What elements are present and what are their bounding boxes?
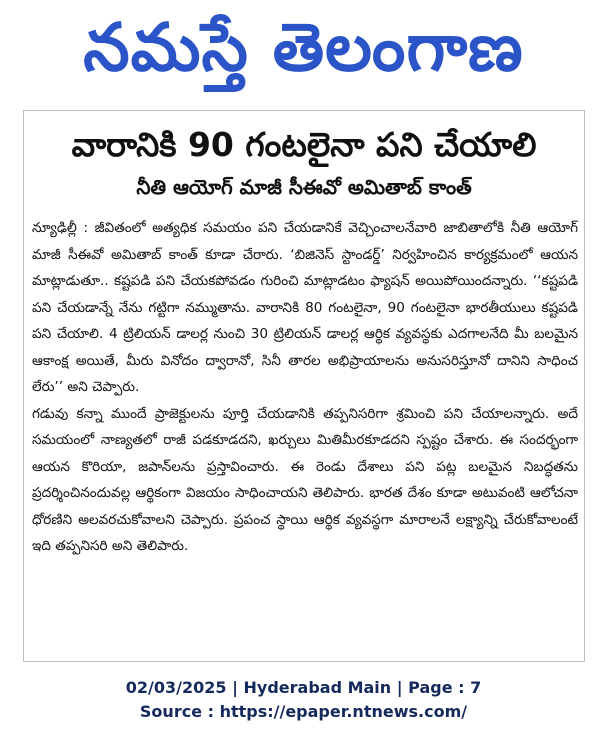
article-subheadline: నీతి ఆయోగ్ మాజీ సీఈవో అమితాబ్ కాంత్ bbox=[136, 175, 472, 199]
article-clipping bbox=[23, 110, 585, 662]
article-body bbox=[32, 215, 578, 560]
source-link[interactable]: Source : https://epaper.ntnews.com/ bbox=[139, 702, 468, 721]
edition-info: 02/03/2025 | Hyderabad Main | Page : 7 bbox=[125, 678, 482, 697]
masthead-logo bbox=[0, 0, 607, 96]
masthead-title: నమస్తే తెలంగాణ bbox=[83, 9, 524, 86]
article-headline: వారానికి 90 గంటలైనా పని చేయాలి bbox=[71, 125, 537, 164]
article-paragraph-1: న్యూఢిల్లీ : జీవితంలో అత్యధిక సమయం పని చేయడానికే వెచ్చించాలనేవారి జాబితాలోకి నీతి ఆయోగ్ మాజీ సీఈవో అమితాబ్ కాంత్ కూడా చేరారు. ‘బిజినెస్ స్టాండర్డ్’ నిర్వహించిన కార్యక్రమంలో ఆయన మాట్లాడుతూ.. కష్టపడి పని చేయకపోవడం గురించి మాట్లాడటం ఫ్యాషన్ అయిపోయిందన్నారు. ‘‘కష్టపడి పని చేయడాన్నే నేను గట్టిగా నమ్ముతాను. వారానికి 80 గంటలైనా, 90 గంటలైనా భారతీయులు కష్టపడి పని చేయాలి. 4 ట్రిలియన్ డాలర్ల నుంచి 30 ట్రిలియన్ డాలర్ల ఆర్థిక వ్యవస్థకు ఎదగాలనేది మీ బలమైన ఆకాంక్ష అయితే, మీరు వినోదం ద్వారానో, సినీ తారల అభిప్రాయాలను అనుసరిస్తూనో దానిని సాధించ లేరు’’ అని చెప్పారు. bbox=[32, 220, 578, 395]
article-paragraph-2: గడువు కన్నా ముందే ప్రాజెక్టులను పూర్తి చేయడానికి తప్పనిసరిగా శ్రమించి పని చేయాలన్నారు. అదే సమయంలో నాణ్యతలో రాజీ పడకూడదని, ఖర్చులు మితిమీరకూడదని స్పష్టం చేశారు. ఈ సందర్భంగా ఆయన కొరియా, జపాన్‌లను ప్రస్తావించారు. ఈ రెండు దేశాలు పని పట్ల బలమైన నిబద్ధతను ప్రదర్శించినందువల్ల ఆర్థికంగా విజయం సాధించాయని తెలిపారు. భారత దేశం కూడా అటువంటి ఆలోచనా ధోరణిని అలవరచుకోవాలని చెప్పారు. ప్రపంచ స్థాయి ఆర్థిక వ్యవస్థగా మారాలనే లక్ష్యాన్ని చేరుకోవాలంటే ఇది తప్పనిసరి అని తెలిపారు. bbox=[32, 405, 578, 554]
